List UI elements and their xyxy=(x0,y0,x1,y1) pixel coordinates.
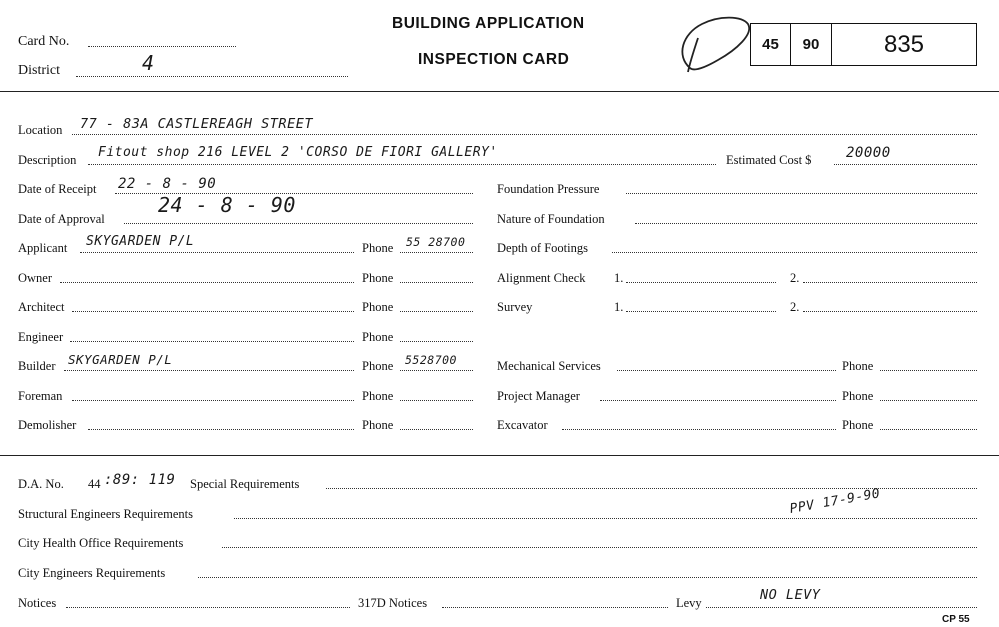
foreman-label: Foreman xyxy=(18,389,63,403)
structural-req-line xyxy=(234,518,977,519)
survey-line-1 xyxy=(626,311,776,312)
date-receipt-label: Date of Receipt xyxy=(18,182,97,196)
builder-phone-line xyxy=(400,370,473,371)
city-eng-req-line xyxy=(198,577,977,578)
depth-footings-label: Depth of Footings xyxy=(497,241,588,255)
header-divider xyxy=(0,91,999,92)
special-req-label: Special Requirements xyxy=(190,477,300,491)
location-label: Location xyxy=(18,123,63,137)
form-code: CP 55 xyxy=(942,614,970,625)
owner-label: Owner xyxy=(18,271,53,285)
card-no-line xyxy=(88,46,236,47)
demolisher-line xyxy=(88,429,354,430)
district-value: 4 xyxy=(142,51,155,75)
circle-mark-icon xyxy=(668,10,758,82)
city-eng-req-label: City Engineers Requirements xyxy=(18,566,166,580)
estimated-cost-line xyxy=(834,164,977,165)
demolisher-phone-label: Phone xyxy=(362,418,394,432)
architect-phone-label: Phone xyxy=(362,300,394,314)
da-value: :89: 119 xyxy=(104,472,176,488)
description-label: Description xyxy=(18,153,77,167)
builder-value: SKYGARDEN P/L xyxy=(68,352,173,367)
health-req-line xyxy=(222,547,977,548)
alignment-line-1 xyxy=(626,282,776,283)
date-approval-label: Date of Approval xyxy=(18,212,105,226)
foundation-pressure-line xyxy=(626,193,977,194)
alignment-line-2 xyxy=(803,282,977,283)
mechanical-line xyxy=(617,370,836,371)
title-line-2: INSPECTION CARD xyxy=(418,51,570,68)
architect-label: Architect xyxy=(18,300,65,314)
location-line xyxy=(72,134,977,135)
district-line xyxy=(76,76,348,77)
engineer-phone-line xyxy=(400,341,473,342)
notices-line xyxy=(66,607,350,608)
architect-phone-line xyxy=(400,311,473,312)
architect-line xyxy=(72,311,354,312)
excavator-label: Excavator xyxy=(497,418,548,432)
da-label: D.A. No. xyxy=(18,477,64,491)
ref-box-b: 90 xyxy=(790,23,832,66)
applicant-phone-line xyxy=(400,252,473,253)
alignment-num-1: 1. xyxy=(614,271,624,285)
owner-phone-line xyxy=(400,282,473,283)
estimated-cost-label: Estimated Cost $ xyxy=(726,153,812,167)
section-divider xyxy=(0,455,999,456)
owner-line xyxy=(60,282,354,283)
da-prefix: 44 xyxy=(88,477,101,491)
levy-value: NO LEVY xyxy=(760,587,821,603)
foundation-pressure-label: Foundation Pressure xyxy=(497,182,600,196)
description-value: Fitout shop 216 LEVEL 2 'CORSO DE FIORI GALLERY' xyxy=(98,145,498,160)
demolisher-label: Demolisher xyxy=(18,418,77,432)
notices-317d-label: 317D Notices xyxy=(358,596,428,610)
builder-line xyxy=(64,370,354,371)
location-value: 77 - 83A CASTLEREAGH STREET xyxy=(80,116,313,132)
estimated-cost-value: 20000 xyxy=(846,145,891,161)
applicant-phone-value: 55 28700 xyxy=(406,235,466,249)
structural-note: PPV 17-9-90 xyxy=(788,486,882,517)
card-no-label: Card No. xyxy=(18,34,70,49)
applicant-line xyxy=(80,252,354,253)
ref-box-number: 835 xyxy=(831,23,977,66)
survey-line-2 xyxy=(803,311,977,312)
survey-num-1: 1. xyxy=(614,300,624,314)
title-line-1: BUILDING APPLICATION xyxy=(392,15,585,32)
project-manager-phone-line xyxy=(880,400,977,401)
levy-line xyxy=(706,607,977,608)
description-line xyxy=(88,164,716,165)
mechanical-phone-line xyxy=(880,370,977,371)
ref-box-a: 45 xyxy=(750,23,791,66)
excavator-phone-line xyxy=(880,429,977,430)
alignment-num-2: 2. xyxy=(790,271,800,285)
date-approval-line xyxy=(124,223,473,224)
notices-317d-line xyxy=(442,607,668,608)
excavator-phone-label: Phone xyxy=(842,418,874,432)
foreman-phone-line xyxy=(400,400,473,401)
district-label: District xyxy=(18,63,60,78)
excavator-line xyxy=(562,429,836,430)
demolisher-phone-line xyxy=(400,429,473,430)
date-receipt-value: 22 - 8 - 90 xyxy=(118,176,217,192)
applicant-value: SKYGARDEN P/L xyxy=(86,234,195,249)
survey-num-2: 2. xyxy=(790,300,800,314)
engineer-line xyxy=(70,341,354,342)
engineer-label: Engineer xyxy=(18,330,64,344)
foreman-phone-label: Phone xyxy=(362,389,394,403)
alignment-check-label: Alignment Check xyxy=(497,271,586,285)
nature-foundation-line xyxy=(635,223,977,224)
levy-label: Levy xyxy=(676,596,702,610)
project-manager-label: Project Manager xyxy=(497,389,580,403)
mechanical-phone-label: Phone xyxy=(842,359,874,373)
structural-req-label: Structural Engineers Requirements xyxy=(18,507,193,521)
owner-phone-label: Phone xyxy=(362,271,394,285)
survey-label: Survey xyxy=(497,300,533,314)
builder-label: Builder xyxy=(18,359,56,373)
builder-phone-label: Phone xyxy=(362,359,394,373)
applicant-phone-label: Phone xyxy=(362,241,394,255)
date-approval-value: 24 - 8 - 90 xyxy=(158,193,296,217)
health-req-label: City Health Office Requirements xyxy=(18,536,184,550)
project-manager-line xyxy=(600,400,836,401)
engineer-phone-label: Phone xyxy=(362,330,394,344)
builder-phone-value: 5528700 xyxy=(405,353,457,367)
notices-label: Notices xyxy=(18,596,57,610)
nature-foundation-label: Nature of Foundation xyxy=(497,212,605,226)
applicant-label: Applicant xyxy=(18,241,68,255)
project-manager-phone-label: Phone xyxy=(842,389,874,403)
depth-footings-line xyxy=(612,252,977,253)
mechanical-label: Mechanical Services xyxy=(497,359,601,373)
foreman-line xyxy=(72,400,354,401)
